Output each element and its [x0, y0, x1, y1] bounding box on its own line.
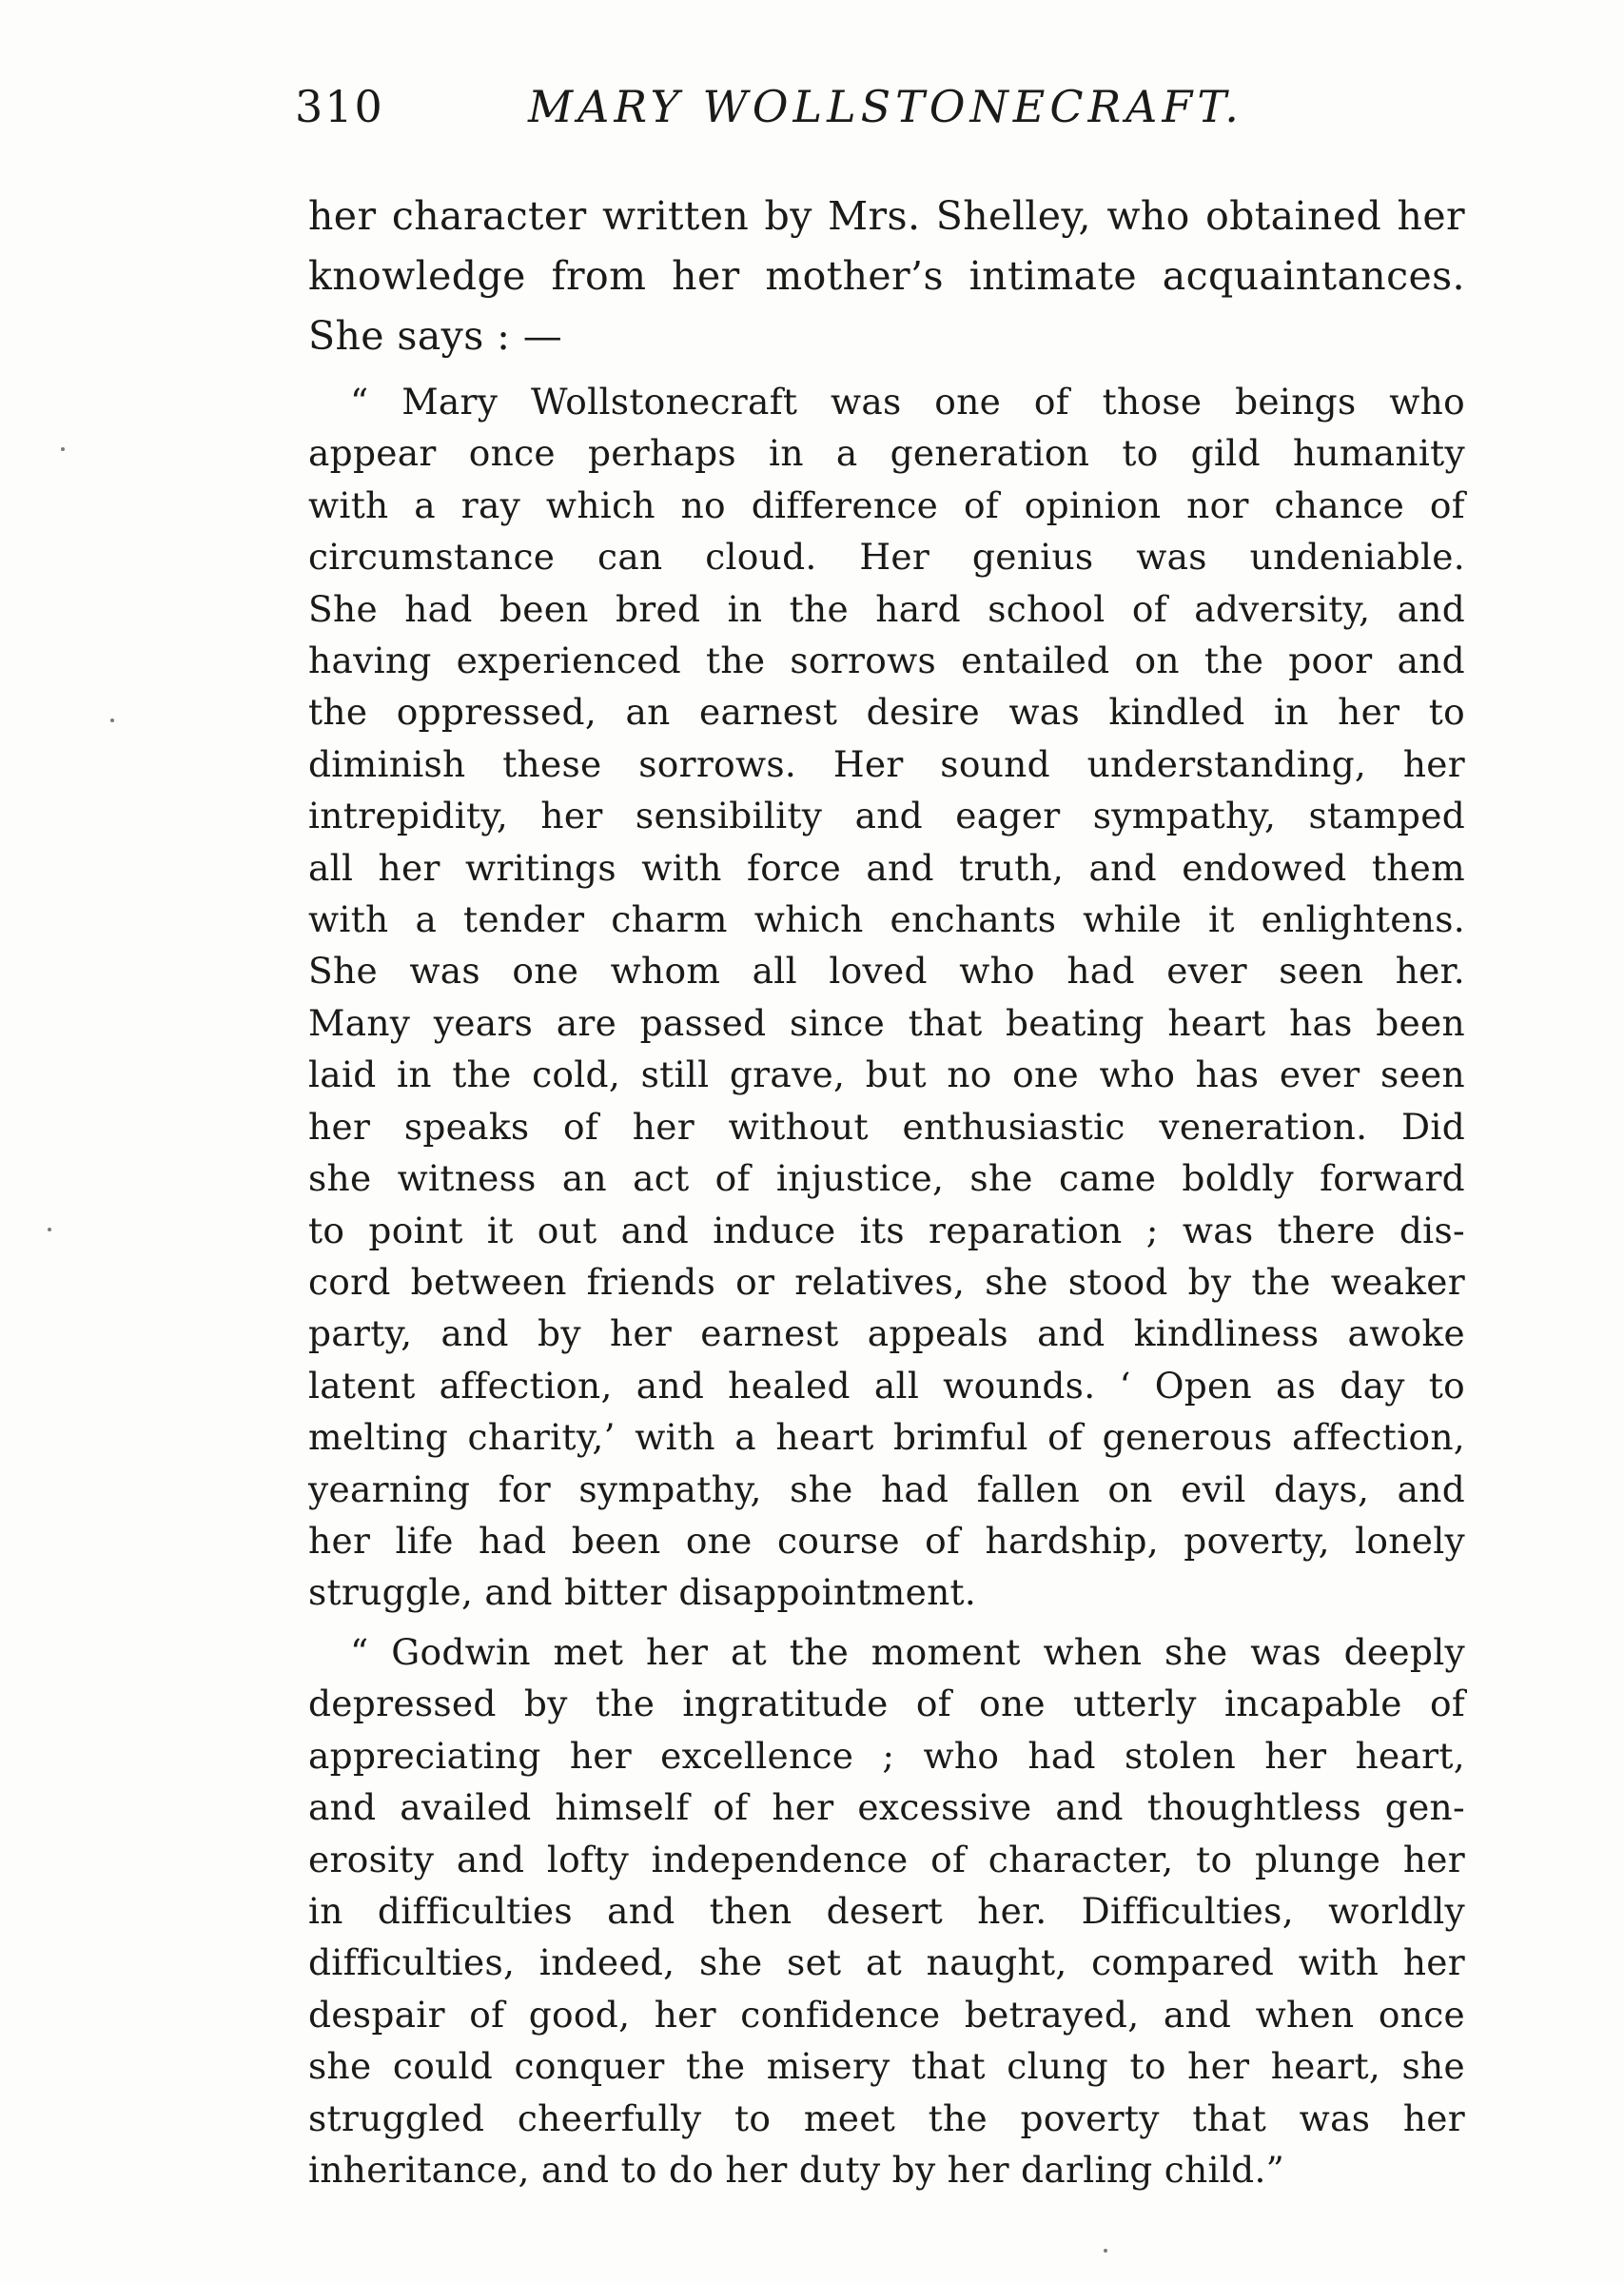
text-line: She was one whom all loved who had ever seen her. — [308, 950, 1465, 993]
lead-paragraph — [308, 187, 1465, 366]
text-line: despair of good, her confidence betrayed, and when once — [308, 1993, 1465, 2036]
text-line: laid in the cold, still grave, but no one who has ever seen — [308, 1053, 1465, 1096]
page-number: 310 — [295, 81, 384, 132]
text-line: melting charity,’ with a heart brimful of generous affection, — [308, 1416, 1465, 1459]
text-line: party, and by her earnest appeals and kindliness awoke — [308, 1312, 1465, 1355]
text-line: depressed by the ingratitude of one utterly incapable of — [308, 1683, 1465, 1725]
text-line: Many years are passed since that beating heart has been — [308, 1001, 1465, 1044]
text-line: to point it out and induce its reparation ; was there dis- — [308, 1209, 1465, 1251]
quote-paragraph — [308, 376, 1465, 1619]
text-line: her life had been one course of hardship, poverty, lonely — [308, 1519, 1465, 1562]
text-line: latent affection, and healed all wounds. ‘ Open as day to — [308, 1364, 1465, 1407]
text-line: diminish these sorrows. Her sound understanding, her — [308, 742, 1465, 785]
text-line: struggle, and bitter disappointment. — [308, 1571, 977, 1614]
text-line: and availed himself of her excessive and thoughtless gen- — [308, 1786, 1465, 1829]
text-line: She says : — — [308, 313, 563, 359]
text-line: having experienced the sorrows entailed on the poor and — [308, 640, 1465, 682]
quote-paragraph — [308, 1626, 1465, 2195]
text-line: inheritance, and to do her duty by her darling child.” — [308, 2149, 1285, 2192]
text-line: intrepidity, her sensibility and eager sympathy, stamped — [308, 795, 1465, 837]
paper-speck — [1104, 2249, 1107, 2253]
text-line: struggled cheerfully to meet the poverty that was her — [308, 2096, 1465, 2139]
text-line: erosity and lofty independence of character, to plunge her — [308, 1838, 1465, 1880]
text-line: appear once perhaps in a generation to gild humanity — [308, 432, 1465, 475]
paper-speck — [48, 1228, 51, 1231]
running-head — [285, 78, 1360, 135]
text-line: appreciating her excellence ; who had stolen her heart, — [308, 1734, 1465, 1777]
text-line: all her writings with force and truth, and endowed them — [308, 846, 1465, 889]
paper-speck — [61, 447, 65, 451]
text-line: she could conquer the misery that clung to her heart, she — [308, 2045, 1465, 2088]
text-line: She had been bred in the hard school of adversity, and — [308, 587, 1465, 630]
text-line: she witness an act of injustice, she came boldly forward — [308, 1157, 1465, 1200]
text-line: with a tender charm which enchants while it enlightens. — [308, 898, 1465, 941]
text-line: cord between friends or relatives, she stood by the weaker — [308, 1260, 1465, 1303]
text-line: knowledge from her mother’s intimate acquaintances. — [308, 253, 1465, 299]
text-line: “ Mary Wollstonecraft was one of those beings who — [350, 381, 1465, 423]
text-line: the oppressed, an earnest desire was kindled in her to — [308, 691, 1465, 734]
paper-speck — [110, 718, 114, 722]
running-title: MARY WOLLSTONECRAFT. — [528, 81, 1243, 132]
text-line: her character written by Mrs. Shelley, who obtained her — [308, 193, 1465, 239]
text-line: with a ray which no difference of opinion nor chance of — [308, 483, 1465, 526]
text-line: circumstance can cloud. Her genius was undeniable. — [308, 536, 1465, 579]
text-line: “ Godwin met her at the moment when she was deeply — [350, 1631, 1465, 1673]
text-line: difficulties, indeed, she set at naught, compared with her — [308, 1941, 1465, 1984]
text-line: in difficulties and then desert her. Difficulties, worldly — [308, 1890, 1465, 1933]
text-line: her speaks of her without enthusiastic veneration. Did — [308, 1105, 1465, 1148]
text-line: yearning for sympathy, she had fallen on evil days, and — [308, 1467, 1465, 1510]
